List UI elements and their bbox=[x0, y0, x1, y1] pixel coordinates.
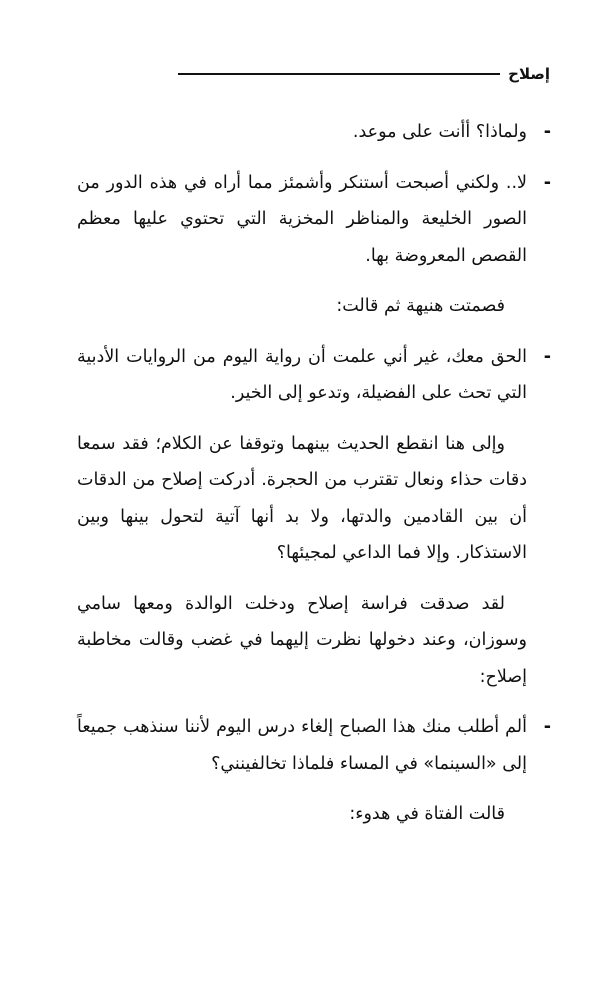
dialogue-text: الحق معك، غير أني علمت أن رواية اليوم من الروايات الأدبية التي تحث على الفضيلة، وتدعو إلى الخير. bbox=[77, 346, 527, 403]
dialogue-dash: - bbox=[543, 122, 551, 142]
dialogue-line bbox=[77, 165, 551, 275]
narration-paragraph bbox=[77, 288, 527, 325]
narration-text: فصمتت هنيهة ثم قالت: bbox=[336, 296, 505, 316]
dialogue-text: ولماذا؟ أأنت على موعد. bbox=[352, 122, 527, 142]
narration-text: قالت الفتاة في هدوء: bbox=[349, 804, 505, 824]
body-text bbox=[77, 114, 551, 847]
running-header bbox=[150, 62, 550, 86]
dialogue-line bbox=[77, 339, 551, 412]
narration-paragraph bbox=[77, 796, 527, 833]
narration-paragraph bbox=[77, 426, 527, 572]
narration-text: لقد صدقت فراسة إصلاح ودخلت الوالدة ومعها سامي وسوزان، وعند دخولها نظرت إليهما في غضب وقالت مخاطبة إصلاح: bbox=[77, 593, 527, 687]
dialogue-dash: - bbox=[543, 172, 551, 193]
dialogue-dash: - bbox=[543, 717, 551, 737]
dialogue-text: لا.. ولكني أصبحت أستنكر وأشمئز مما أراه في هذه الدور من الصور الخليعة والمناظر المخزية التي تحتوي عليها معظم القصص المعروضة بها. bbox=[77, 172, 527, 266]
narration-paragraph bbox=[77, 586, 527, 696]
header-rule bbox=[178, 73, 500, 75]
dialogue-dash: - bbox=[543, 346, 551, 367]
narration-text: وإلى هنا انقطع الحديث بينهما وتوقفا عن الكلام؛ فقد سمعا دقات حذاء ونعال تقترب من الحجرة. أدركت إصلاح من الدقات أن بين القادمين والدتها، ولا بد أنها آتية لتحول بينها وبين الاستذكار. وإلا فما الداعي لمجيئها؟ bbox=[77, 433, 527, 563]
dialogue-line bbox=[77, 709, 551, 782]
dialogue-text: ألم أطلب منك هذا الصباح إلغاء درس اليوم لأننا سنذهب جميعاً إلى «السينما» في المساء فلماذا تخالفينني؟ bbox=[77, 717, 527, 774]
dialogue-line bbox=[77, 114, 551, 151]
chapter-title: إصلاح bbox=[508, 65, 550, 83]
